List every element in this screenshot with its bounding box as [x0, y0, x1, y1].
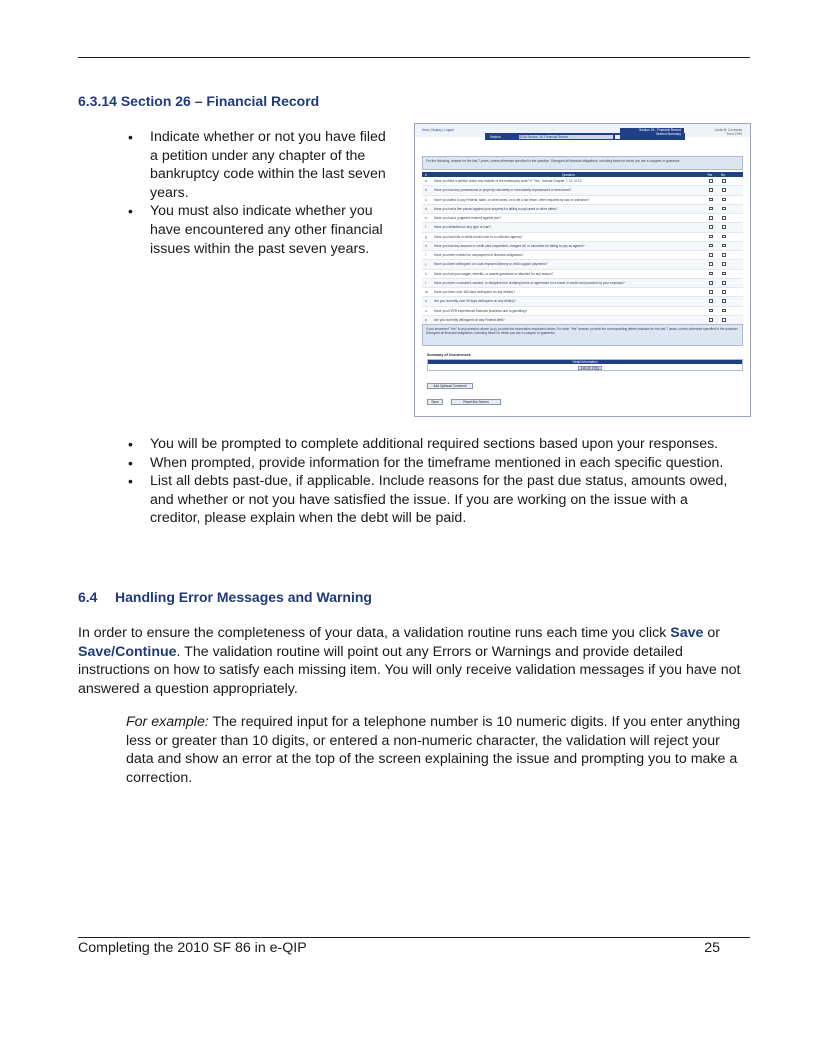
- question-text: Have you had a judgment entered against you?: [434, 216, 501, 221]
- question-row: [422, 288, 743, 297]
- yes-checkbox[interactable]: [709, 272, 713, 276]
- yes-checkbox[interactable]: [709, 244, 713, 248]
- page-footer: [78, 940, 750, 956]
- yes-checkbox[interactable]: [709, 281, 713, 285]
- question-row: [422, 205, 743, 214]
- question-letter: h.: [425, 243, 428, 248]
- question-letter: p.: [425, 317, 428, 322]
- section-select[interactable]: SF86 Section 26: Financial Record: [519, 135, 613, 139]
- instructions-box: For the following, answer for the last 7 years, unless otherwise specified in the question. Disregard all financial obligations, including those for which you are a cosigner or guarantor.: [422, 156, 743, 170]
- no-checkbox[interactable]: [722, 290, 726, 294]
- yes-checkbox[interactable]: [709, 253, 713, 257]
- section-summary-box: [620, 128, 684, 140]
- summary-table: [427, 359, 743, 371]
- user-line: Linda M. Contreras: [714, 128, 742, 132]
- question-row: [422, 242, 743, 251]
- section-heading: 6.3.14 Section 26 – Financial Record: [78, 93, 320, 109]
- question-letter: k.: [425, 271, 428, 276]
- no-checkbox[interactable]: [722, 235, 726, 239]
- financial-record-screenshot: [414, 123, 751, 417]
- question-letter: a.: [425, 179, 428, 183]
- para-text: . The validation routine will point out any Errors or Warnings and provide detailed instructions on how to satisfy each missing item. You will only receive validation messages if you have not answered a question appropriately.: [78, 643, 741, 697]
- yes-checkbox[interactable]: [709, 290, 713, 294]
- bullet-item: • List all debts past-due, if applicable. Include reasons for the past due status, amounts owed, and whether or not you have satisfied the issue. If you are working on the issue with a creditor, please explain when the debt will be paid.: [126, 472, 736, 528]
- no-checkbox[interactable]: [722, 179, 726, 183]
- yes-checkbox[interactable]: [709, 216, 713, 220]
- top-bullet-list: [126, 128, 396, 258]
- para-text: In order to ensure the completeness of your data, a validation routine runs each time you click: [78, 625, 671, 641]
- subsection-title: Handling Error Messages and Warning: [115, 589, 372, 605]
- header-rule: [78, 57, 750, 58]
- question-row: [422, 251, 743, 260]
- question-text: Have you been counseled, warned, or disciplined for violating terms of agreement for a travel or credit card provided by your employer?: [434, 280, 625, 285]
- no-checkbox[interactable]: [722, 253, 726, 257]
- section-label: Section: [490, 135, 501, 139]
- question-letter: e.: [425, 216, 428, 221]
- footer-title: Completing the 2010 SF 86 in e-QIP: [78, 940, 307, 956]
- bullet-item: • You will be prompted to complete additional required sections based upon your responses.: [126, 435, 736, 454]
- question-row: [422, 270, 743, 279]
- no-checkbox[interactable]: [722, 281, 726, 285]
- para-text: or: [703, 625, 720, 641]
- no-checkbox[interactable]: [722, 198, 726, 202]
- summary-col-header: Detail Information: [428, 360, 742, 364]
- no-checkbox[interactable]: [722, 225, 726, 229]
- add-entry-button[interactable]: Add an Entry: [578, 366, 602, 371]
- col-no: No: [721, 172, 726, 177]
- bottom-bullet-list: [126, 435, 736, 528]
- question-text: Have you had any possessions or property voluntarily or involuntarily repossessed or foreclosed?: [434, 188, 572, 193]
- no-checkbox[interactable]: [722, 299, 726, 303]
- question-letter: d.: [425, 206, 428, 211]
- question-text: Are you currently delinquent on any Federal debt?: [434, 317, 505, 322]
- question-text: Have you been over 180 days delinquent on any debt(s)?: [434, 290, 515, 295]
- question-letter: j.: [425, 262, 427, 267]
- save-button[interactable]: Save: [427, 399, 443, 405]
- yes-checkbox[interactable]: [709, 198, 713, 202]
- question-letter: f.: [425, 225, 427, 230]
- question-text: Have you had your wages, benefits, or assets garnished or attached for any reason?: [434, 271, 554, 276]
- add-comment-button[interactable]: Add Optional Comment: [427, 383, 473, 389]
- question-row: [422, 279, 743, 288]
- question-text: Have you failed to pay Federal, state, or other taxes, or to file a tax return, when required by law or ordinance?: [434, 197, 590, 202]
- summary-heading: Summary of Occurrences: [427, 353, 471, 357]
- question-row: [422, 196, 743, 205]
- no-checkbox[interactable]: [722, 309, 726, 313]
- question-row: [422, 233, 743, 242]
- question-letter: l.: [425, 280, 427, 285]
- validation-paragraph: [78, 624, 750, 698]
- save-term: Save: [670, 625, 704, 641]
- summary-line: Section 26 - Financial Record: [639, 128, 681, 132]
- no-checkbox[interactable]: [722, 188, 726, 192]
- followup-note: If you answered "Yes" to any question above (a-p), provide the information requested below. For each "Yes" answer, provide the corresponding letters indicator for the last 7 years, unless otherwise specified in the question. Disregard all financial obligations, including those for which you are a cosigner or guarantor.: [422, 324, 743, 346]
- no-checkbox[interactable]: [722, 216, 726, 220]
- question-row: [422, 297, 743, 306]
- question-letter: b.: [425, 188, 428, 193]
- question-text: Are you currently over 90 days delinquent on any debt(s)?: [434, 299, 516, 304]
- yes-checkbox[interactable]: [709, 309, 713, 313]
- yes-checkbox[interactable]: [709, 318, 713, 322]
- save-continue-term: Save/Continue: [78, 643, 177, 660]
- bullet-item: • When prompted, provide information for the timeframe mentioned in each specific question.: [126, 454, 736, 473]
- yes-checkbox[interactable]: [709, 188, 713, 192]
- question-letter: m.: [425, 290, 429, 295]
- subsection-number: 6.4: [78, 589, 98, 605]
- question-rows: [422, 177, 743, 325]
- question-row: [422, 307, 743, 316]
- yes-checkbox[interactable]: [709, 225, 713, 229]
- question-text: Have you been delinquent on court-imposed alimony or child support payments?: [434, 262, 548, 267]
- no-checkbox[interactable]: [722, 318, 726, 322]
- no-checkbox[interactable]: [722, 244, 726, 248]
- bullet-item: • You must also indicate whether you have encountered any other financial issues within the past seven years.: [126, 202, 396, 258]
- no-checkbox[interactable]: [722, 272, 726, 276]
- question-letter: o.: [425, 308, 428, 313]
- yes-checkbox[interactable]: [709, 179, 713, 183]
- question-row: [422, 223, 743, 232]
- yes-checkbox[interactable]: [709, 299, 713, 303]
- subsection-heading: [78, 589, 372, 605]
- question-letter: n.: [425, 299, 428, 304]
- user-line: Form 1990: [726, 132, 742, 136]
- col-yes: Yes: [707, 172, 713, 177]
- question-row: [422, 186, 743, 195]
- page-number: 25: [704, 940, 720, 956]
- question-table: [422, 172, 743, 325]
- example-text: The required input for a telephone number is 10 numeric digits. If you enter anything less or greater than 10 digits, or entered a non-numeric character, the validation will reject your data and show an error at the top of the screen explaining the issue and prompting you to make a correction.: [126, 714, 741, 786]
- question-text: Have you EVER experienced financial problems due to gambling?: [434, 308, 528, 313]
- question-letter: c.: [425, 197, 428, 202]
- question-row: [422, 177, 743, 186]
- example-lead: For example:: [126, 714, 209, 730]
- yes-checkbox[interactable]: [709, 207, 713, 211]
- example-paragraph: [126, 713, 746, 787]
- reset-button[interactable]: Reset this Screen: [451, 399, 501, 405]
- yes-checkbox[interactable]: [709, 262, 713, 266]
- no-checkbox[interactable]: [722, 262, 726, 266]
- question-row: [422, 214, 743, 223]
- question-letter: g.: [425, 234, 428, 239]
- col-question: Question: [562, 172, 575, 177]
- col-num: #: [425, 172, 427, 177]
- question-row: [422, 260, 743, 269]
- help-link[interactable]: Help | Display | Logout: [422, 128, 454, 132]
- question-text: Have you filed a petition under any chapter of the bankruptcy code? If "Yes," include Chapter 7, 11, or 13.: [434, 179, 583, 183]
- footer-rule: [78, 937, 750, 938]
- user-info: [715, 128, 742, 136]
- bullet-item: • Indicate whether or not you have filed a petition under any chapter of the bankruptcy code within the last seven years.: [126, 128, 396, 202]
- no-checkbox[interactable]: [722, 207, 726, 211]
- question-text: Have you been evicted for nonpayment of financial obligations?: [434, 253, 524, 258]
- question-text: Have you defaulted on any type of loan?: [434, 225, 492, 230]
- question-text: Have you had any account or credit card suspended, charged off, or cancelled for failing to pay as agreed?: [434, 243, 585, 248]
- summary-line: Section Summary: [655, 132, 681, 136]
- question-text: Have you had a lien placed against your property for failing to pay taxes or other debts?: [434, 206, 558, 211]
- question-text: Have you had bills or debts turned over to a collection agency?: [434, 234, 523, 239]
- question-letter: i.: [425, 253, 427, 258]
- yes-checkbox[interactable]: [709, 235, 713, 239]
